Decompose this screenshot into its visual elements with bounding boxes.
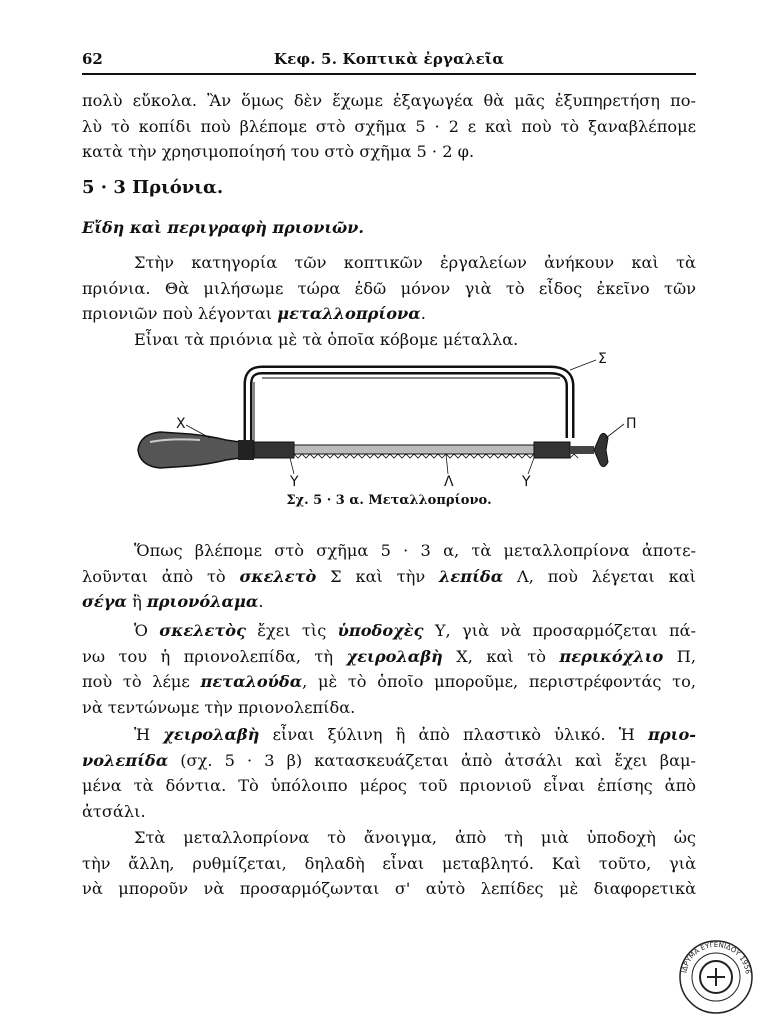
text-line: Ὅπως βλέπομε στὸ σχῆμα 5 · 3 α, τὰ μεταλλοπρίονα ἀποτε-	[134, 541, 696, 560]
text-run: Υ, γιὰ νὰ προσαρμόζεται πά-	[423, 621, 696, 640]
page-number: 62	[82, 50, 103, 68]
tension-screw	[570, 446, 594, 454]
saw-frame	[248, 370, 570, 442]
emphasized-term: περικόχλιο	[559, 646, 664, 666]
text-line	[82, 669, 696, 695]
text-line: μένα τὰ δόντια. Τὸ ὑπόλοιπο μέρος τοῦ πριονιοῦ εἶναι ἐπίσης ἀπὸ	[82, 776, 696, 795]
text-line: νὰ τεντώνωμε τὴν πριονολεπίδα.	[82, 697, 356, 717]
emphasized-term: χειρολαβὴ	[163, 725, 260, 744]
text-line	[82, 618, 696, 644]
text-run: ἢ	[126, 592, 147, 611]
blade-holder-left	[254, 442, 294, 458]
leader-line	[446, 454, 448, 474]
label-handle: Χ	[176, 416, 186, 432]
text-line: ἀτσάλι.	[82, 801, 146, 821]
text-line: κατὰ τὴν χρησιμοποίησή του στὸ σχῆμα 5 · 2 φ.	[82, 142, 475, 161]
text-line: τὴν ἄλλη, ρυθμίζεται, δηλαδὴ εἶναι μεταβλητό. Καὶ τοῦτο, γιὰ	[82, 853, 696, 873]
text-run: Λ, ποὺ λέγεται καὶ	[503, 566, 696, 586]
text-line: πολὺ εὔκολα. Ἂν ὅμως δὲν ἔχωμε ἐξαγωγέα θὰ μᾶς ἐξυπηρετήση πο-	[82, 91, 696, 110]
hacksaw-illustration	[130, 350, 650, 490]
label-holder-right: Υ	[522, 474, 531, 490]
emphasized-term: σκελετὸς	[159, 621, 246, 640]
text-line: Στὴν κατηγορία τῶν κοπτικῶν ἐργαλείων ἀνήκουν καὶ τὰ	[134, 253, 696, 272]
emphasized-term: σκελετὸ	[239, 566, 317, 586]
text-line: πριόνια. Θὰ μιλήσωμε τώρα ἐδῶ μόνον γιὰ τὸ εἶδος ἐκεῖνο τῶν	[82, 278, 696, 298]
saw-frame-highlight	[248, 370, 570, 442]
text-run: λοῦνται ἀπὸ τὸ	[82, 566, 240, 586]
stamp-seal	[677, 938, 755, 1016]
text-line	[82, 722, 696, 748]
text-line	[82, 564, 696, 590]
wing-nut	[594, 433, 608, 466]
text-run: νω του ἡ πριονολεπίδα, τὴ	[82, 646, 347, 666]
running-head: Κεφ. 5. Κοπτικὰ ἐργαλεῖα	[273, 50, 505, 68]
text-run: .	[420, 304, 426, 323]
blade-holder-right	[534, 442, 570, 458]
leader-line	[606, 424, 624, 438]
emphasized-term: μεταλλοπρίονα	[277, 304, 421, 323]
figure-caption: Σχ. 5 · 3 α. Μεταλλοπρίονο.	[286, 493, 492, 508]
text-run: .	[258, 592, 264, 611]
text-line	[82, 748, 696, 774]
section-heading: 5 · 3 Πριόνια.	[82, 177, 224, 198]
leader-line	[290, 458, 294, 474]
text-run: εἶναι ξύλινη ἢ ἀπὸ πλαστικὸ ὑλικό. Ἡ	[259, 725, 649, 744]
label-wingnut: Π	[626, 416, 637, 432]
stamp-text-run: ΙΔΡΥΜΑ ΕΥΓΕΝΙΔΟΥ 1956	[680, 940, 752, 975]
header-rule	[82, 73, 696, 75]
text-run: (σχ. 5 · 3 β) κατασκευάζεται ἀπὸ ἀτσάλι καὶ ἔχει βαμ-	[168, 750, 696, 770]
section-subheading: Εἴδη καὶ περιγραφὴ πριονιῶν.	[82, 218, 364, 237]
paragraph-4	[82, 722, 696, 824]
handle-ferrule	[238, 440, 254, 460]
text-line: Εἶναι τὰ πριόνια μὲ τὰ ὁποῖα κόβομε μέταλλα.	[134, 329, 519, 349]
page-header	[82, 50, 696, 74]
paragraph-2	[82, 538, 696, 615]
text-run: , μὲ τὸ ὁποῖο μποροῦμε, περιστρέφοντάς το,	[302, 672, 696, 691]
text-run: Π,	[663, 646, 696, 666]
paragraph-1	[82, 250, 696, 352]
emphasized-term: πριο-	[648, 725, 696, 744]
emphasized-term: σέγα	[82, 592, 127, 611]
saw-blade	[294, 445, 534, 454]
paragraph-3	[82, 618, 696, 720]
label-frame: Σ	[598, 351, 607, 367]
label-holder-left: Υ	[290, 474, 299, 490]
library-stamp	[677, 938, 755, 1016]
paragraph-5	[82, 825, 696, 902]
label-blade: Λ	[444, 474, 454, 490]
text-run: ἔχει τὶς	[245, 621, 338, 640]
text-run: ποὺ τὸ λέμε	[82, 672, 201, 691]
emphasized-term: λεπίδα	[439, 566, 504, 586]
saw-handle	[138, 432, 240, 468]
emphasized-term: πεταλούδα	[200, 672, 303, 691]
text-run: Ἡ	[134, 725, 164, 744]
text-line: νὰ μποροῦν νὰ προσαρμόζωνται σ' αὐτὸ λεπίδες μὲ διαφορετικὰ	[82, 879, 696, 898]
text-line	[82, 589, 696, 615]
text-line: λὺ τὸ κοπίδι ποὺ βλέπομε στὸ σχῆμα 5 · 2 ε καὶ ποὺ τὸ ξαναβλέπομε	[82, 116, 696, 136]
text-run: Σ καὶ τὴν	[316, 566, 440, 586]
leader-line	[528, 458, 534, 474]
emphasized-term: χειρολαβὴ	[346, 646, 443, 666]
text-line: Στὰ μεταλλοπρίονα τὸ ἄνοιγμα, ἀπὸ τὴ μιὰ ὑποδοχὴ ὡς	[134, 828, 696, 847]
text-run: Χ, καὶ τὸ	[442, 646, 560, 666]
text-run: Ὁ	[134, 621, 160, 640]
emphasized-term: πριονόλαμα	[146, 592, 259, 611]
hacksaw-figure	[130, 350, 650, 490]
intro-paragraph	[82, 88, 696, 165]
text-run: πριονιῶν ποὺ λέγονται	[82, 304, 278, 323]
text-line	[82, 644, 696, 670]
leader-line	[570, 360, 596, 370]
stamp-emblem-cross	[707, 968, 725, 986]
emphasized-term: ὑποδοχὲς	[337, 621, 424, 640]
emphasized-term: νολεπίδα	[82, 750, 169, 770]
text-line	[82, 301, 696, 327]
